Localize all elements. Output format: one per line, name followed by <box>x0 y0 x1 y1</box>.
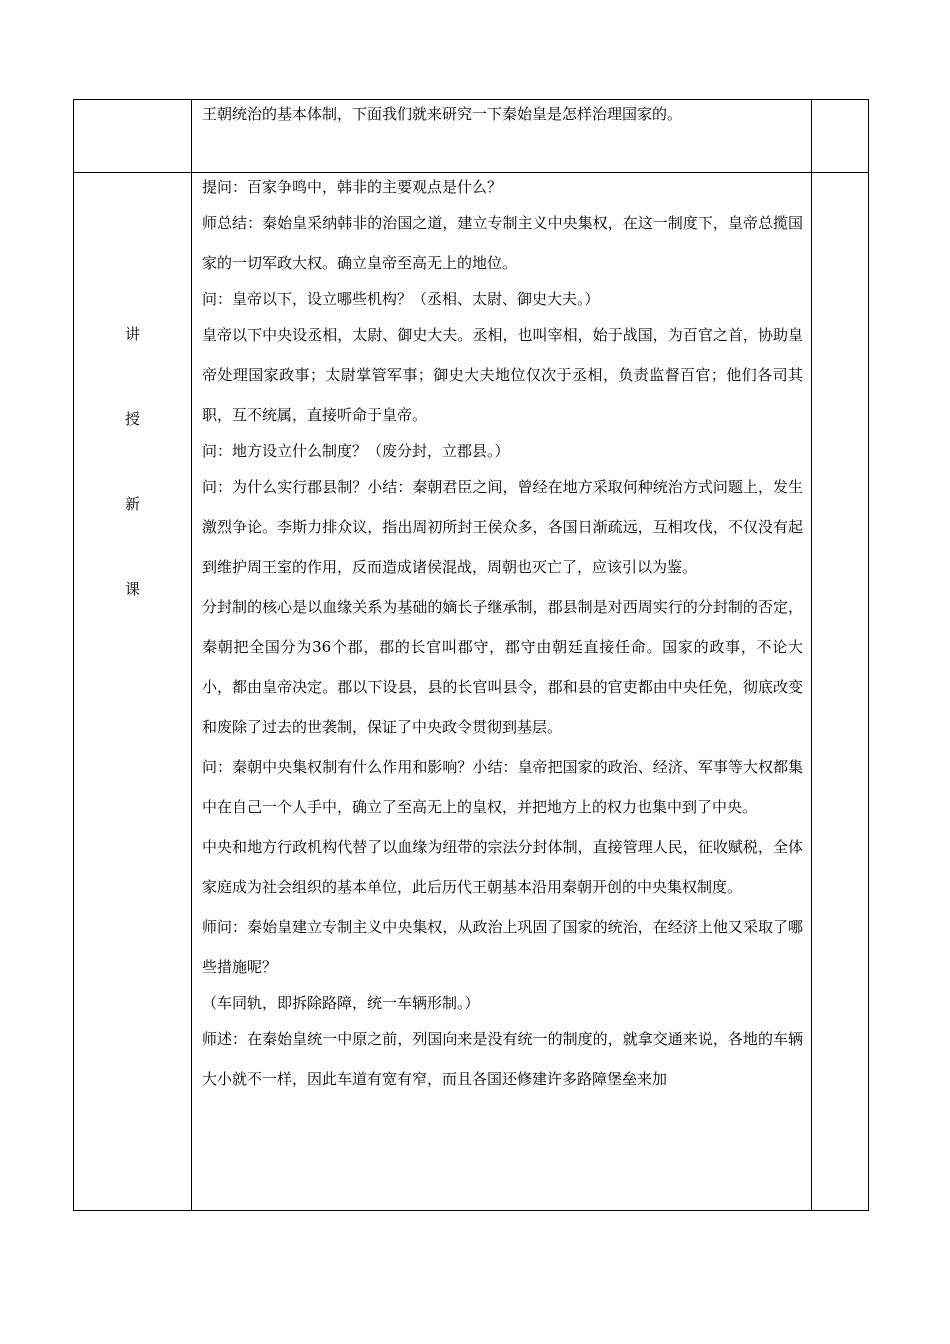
paragraph: 中央和地方行政机构代替了以血缘为纽带的宗法分封体制，直接管理人民，征收赋税，全体家庭成为社会组织的基本单位，此后历代王朝基本沿用秦朝开创的中央集权制度。 <box>202 838 803 896</box>
paragraph: 问：地方设立什么制度？（废分封，立郡县。） <box>202 442 510 460</box>
intro-cell <box>192 100 812 173</box>
paragraph: 师述：在秦始皇统一中原之前，列国向来是没有统一的制度的，就拿交通来说，各地的车辆大小就不一样，因此车道有宽有窄，而且各国还修建许多路障堡垒来加 <box>202 1030 803 1088</box>
notes-cell <box>812 173 869 1211</box>
paragraph: 师总结：秦始皇采纳韩非的治国之道，建立专制主义中央集权，在这一制度下，皇帝总揽国家的一切军政大权。确立皇帝至高无上的地位。 <box>202 214 803 272</box>
paragraph: 师问：秦始皇建立专制主义中央集权，从政治上巩固了国家的统治，在经济上他又采取了哪些措施呢？ <box>202 918 803 976</box>
paragraph: 皇帝以下中央设丞相，太尉、御史大夫。丞相，也叫宰相，始于战国，为百官之首，协助皇帝处理国家政事；太尉掌管军事；御史大夫地位仅次于丞相，负责监督百官；他们各司其职，互不统属，直接听命于皇帝。 <box>202 326 803 424</box>
lesson-content-cell <box>192 173 812 1211</box>
section-label-char: 讲 <box>124 325 140 343</box>
section-label-char: 新 <box>124 495 140 513</box>
lesson-plan-table <box>73 99 869 1211</box>
section-label-char: 课 <box>124 580 140 598</box>
paragraph: 提问：百家争鸣中，韩非的主要观点是什么？ <box>202 178 503 196</box>
section-label-cell <box>74 173 192 1211</box>
paragraph: 问：秦朝中央集权制有什么作用和影响？小结：皇帝把国家的政治、经济、军事等大权都集中在自己一个人手中，确立了至高无上的皇权，并把地方上的权力也集中到了中央。 <box>202 758 803 816</box>
paragraph: 问：皇帝以下，设立哪些机构？（丞相、太尉、御史大夫。） <box>202 290 600 308</box>
paragraph: 分封制的核心是以血缘关系为基础的嫡长子继承制，郡县制是对西周实行的分封制的否定，秦朝把全国分为36个郡，郡的长官叫郡守，郡守由朝廷直接任命。国家的政事，不论大小，都由皇帝决定。郡以下设县，县的长官叫县令，郡和县的官吏都由中央任免，彻底改变和废除了过去的世袭制，保证了中央政令贯彻到基层。 <box>202 598 803 736</box>
section-label-char: 授 <box>124 410 140 428</box>
empty-notes-cell <box>812 100 869 173</box>
paragraph: （车同轨，即拆除路障，统一车辆形制。） <box>202 994 480 1012</box>
intro-text: 王朝统治的基本体制，下面我们就来研究一下秦始皇是怎样治理国家的。 <box>202 105 683 123</box>
table-row <box>74 173 869 1211</box>
paragraph: 问：为什么实行郡县制？小结：秦朝君臣之间，曾经在地方采取何种统治方式问题上，发生激烈争论。李斯力排众议，指出周初所封王侯众多，各国日渐疏远，互相攻伐，不仅没有起到维护周王室的作用，反而造成诸侯混战，周朝也灭亡了，应该引以为鉴。 <box>202 478 803 576</box>
empty-label-cell <box>74 100 192 173</box>
table-row <box>74 100 869 173</box>
